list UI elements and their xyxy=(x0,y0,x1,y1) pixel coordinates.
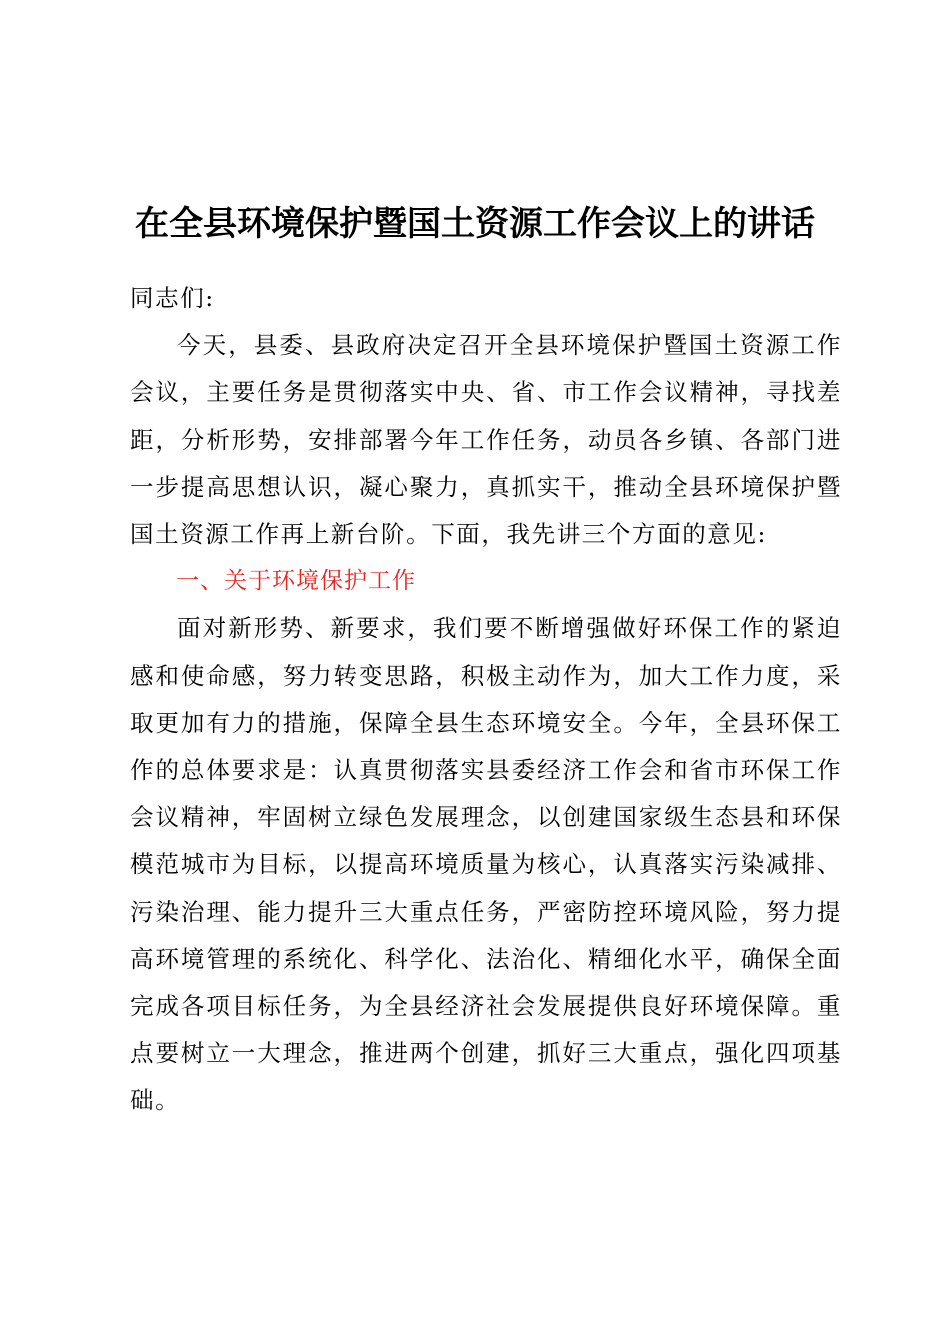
document-body xyxy=(130,275,842,1125)
intro-paragraph: 今天，县委、县政府决定召开全县环境保护暨国土资源工作会议，主要任务是贯彻落实中央、省、市工作会议精神，寻找差距，分析形势，安排部署今年工作任务，动员各乡镇、各部门进一步提高思想认识，凝心聚力，真抓实干，推动全县环境保护暨国土资源工作再上新台阶。下面，我先讲三个方面的意见: xyxy=(130,331,842,549)
document-title: 在全县环境保护暨国土资源工作会议上的讲话 xyxy=(135,204,815,244)
section-heading-environment: 一、关于环境保护工作 xyxy=(176,568,416,595)
section-paragraph: 面对新形势、新要求，我们要不断增强做好环保工作的紧迫感和使命感，努力转变思路，积极主动作为，加大工作力度，采取更加有力的措施，保障全县生态环境安全。今年，全县环保工作的总体要求是：认真贯彻落实县委经济工作会和省市环保工作会议精神，牢固树立绿色发展理念，以创建国家级生态县和环保模范城市为目标，以提高环境质量为核心，认真落实污染减排、污染治理、能力提升三大重点任务，严密防控环境风险，努力提高环境管理的系统化、科学化、法治化、精细化水平，确保全面完成各项目标任务，为全县经济社会发展提供良好环境保障。重点要树立一大理念，推进两个创建，抓好三大重点，强化四项基础。 xyxy=(130,614,842,1115)
salutation: 同志们: xyxy=(130,284,215,312)
